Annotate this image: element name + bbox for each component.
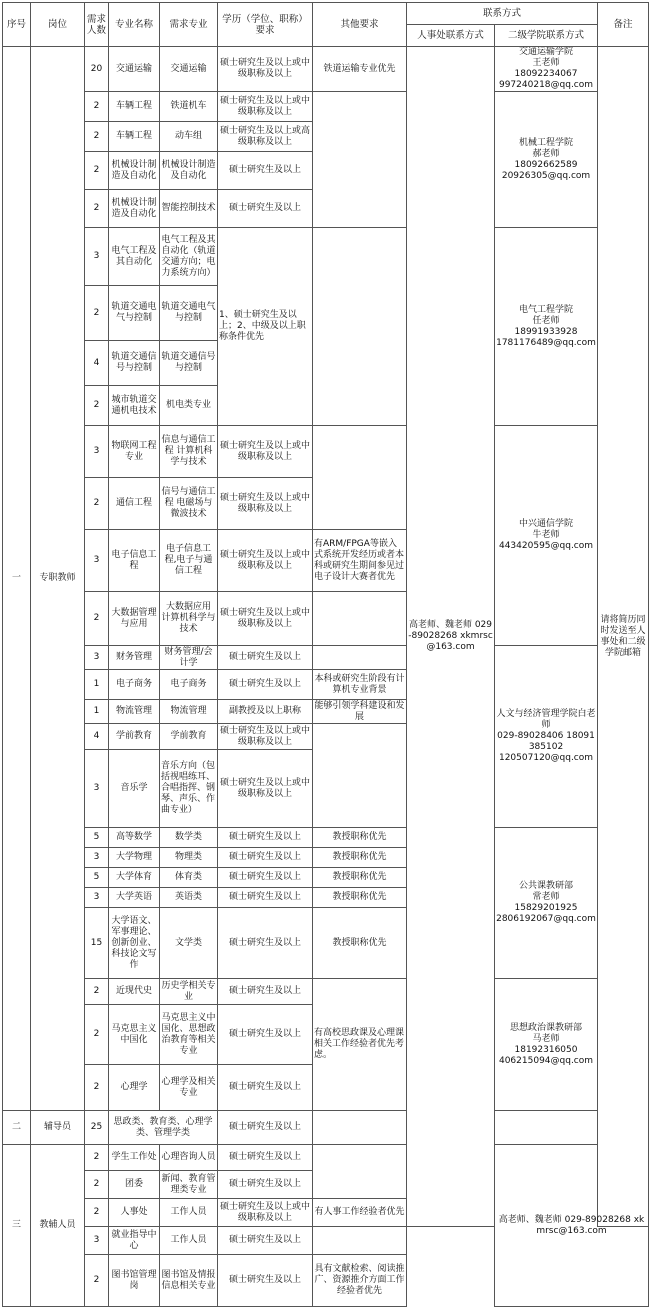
cell-other-empty [313, 1227, 407, 1255]
college-contact [495, 979, 598, 1111]
cell-req: 信息与通信工程 计算机科学与技术 [160, 426, 218, 478]
cell-count: 3 [85, 646, 109, 670]
cell-other-empty [313, 1145, 407, 1199]
cell-req: 心理咨询人员 [160, 1145, 218, 1171]
college-name: 人文与经济管理学院白老师 [496, 709, 596, 730]
cell-req: 铁道机车 [160, 92, 218, 122]
cell-major: 机械设计制造及自动化 [109, 152, 160, 190]
cell-edu: 硕士研究生及以上或中级职称及以上 [218, 92, 313, 122]
cell-edu: 硕士研究生及以上 [218, 1065, 313, 1111]
cell-req: 数学类 [160, 828, 218, 848]
college-email: 997240218@qq.com [498, 80, 594, 90]
college-contact [495, 47, 598, 92]
cell-other-empty [313, 592, 407, 646]
hr-contact-3: 高老师、魏老师 029-89028268 xkmrsc@163.com [495, 1145, 649, 1307]
cell-major: 物流管理 [109, 700, 160, 724]
college-contact [495, 92, 598, 228]
cell-major: 大数据管理与应用 [109, 592, 160, 646]
cell-count: 2 [85, 1199, 109, 1227]
cell-edu: 硕士研究生及以上或中级职称及以上 [218, 426, 313, 478]
cell-other: 教授职称优先 [313, 848, 407, 868]
college-email: 20926305@qq.com [501, 170, 591, 181]
cell-count: 25 [85, 1111, 109, 1145]
cell-count: 2 [85, 92, 109, 122]
cell-edu: 硕士研究生及以上 [218, 152, 313, 190]
college-contact [495, 646, 598, 828]
cell-major: 轨道交通电气与控制 [109, 286, 160, 341]
cell-edu: 硕士研究生及以上 [218, 1111, 313, 1145]
header-hr-contact: 人事处联系方式 [407, 25, 495, 47]
cell-req: 心理学及相关专业 [160, 1065, 218, 1111]
cell-major: 车辆工程 [109, 122, 160, 152]
cell-major: 心理学 [109, 1065, 160, 1111]
cell-edu: 硕士研究生及以上 [218, 1227, 313, 1255]
cell-major: 通信工程 [109, 478, 160, 530]
header-req-major: 需求专业 [160, 3, 218, 47]
cell-req: 工作人员 [160, 1199, 218, 1227]
group-no: 三 [3, 1145, 31, 1307]
college-name: 机械工程学院 [519, 137, 574, 148]
cell-other-empty [313, 92, 407, 228]
cell-req: 机械设计制造及自动化 [160, 152, 218, 190]
cell-count: 3 [85, 228, 109, 286]
cell-req: 物理类 [160, 848, 218, 868]
group-post: 教辅人员 [31, 1145, 85, 1307]
cell-major: 近现代史 [109, 979, 160, 1005]
cell-count: 2 [85, 1005, 109, 1065]
cell-edu: 硕士研究生及以上或中级职称及以上 [218, 1199, 313, 1227]
cell-req: 电子商务 [160, 670, 218, 700]
cell-count: 2 [85, 386, 109, 426]
college-contact [495, 228, 598, 426]
cell-count: 3 [85, 530, 109, 592]
cell-major: 高等数学 [109, 828, 160, 848]
group-no: 一 [3, 47, 31, 1111]
cell-req: 轨道交通电气与控制 [160, 286, 218, 341]
college-name: 公共课教研部 [519, 881, 574, 891]
group-no: 二 [3, 1111, 31, 1145]
college-name: 电气工程学院 [519, 304, 574, 315]
cell-other: 有ARM/FPGA等嵌入式系统开发经历或者本科或研究生期间参见过电子设计大赛者优先 [313, 530, 407, 592]
cell-edu: 硕士研究生及以上或中级职称及以上 [218, 592, 313, 646]
college-contact-empty [495, 1111, 598, 1145]
cell-other-empty [313, 646, 407, 670]
cell-edu: 硕士研究生及以上 [218, 908, 313, 979]
cell-req: 信号与通信工程 电磁场与微波技术 [160, 478, 218, 530]
cell-edu: 硕士研究生及以上 [218, 1255, 313, 1307]
cell-count: 2 [85, 1255, 109, 1307]
cell-major: 就业指导中心 [109, 1227, 160, 1255]
cell-req: 物流管理 [160, 700, 218, 724]
cell-req: 新闻、教育管理类专业 [160, 1171, 218, 1199]
cell-other-empty [313, 1111, 407, 1145]
cell-other: 教授职称优先 [313, 908, 407, 979]
college-contact [495, 828, 598, 979]
cell-req: 财务管理/会计学 [160, 646, 218, 670]
cell-major: 电气工程及其自动化 [109, 228, 160, 286]
cell-edu: 硕士研究生及以上 [218, 888, 313, 908]
cell-req: 体育类 [160, 868, 218, 888]
remark-1: 请将简历同时发送至人事处和二级学院邮箱 [598, 47, 649, 1227]
cell-other: 能够引领学科建设和发展 [314, 700, 405, 722]
cell-major: 车辆工程 [109, 92, 160, 122]
college-teacher: 牛老师 [532, 530, 560, 540]
cell-req: 音乐方向（包括视唱练耳、合唱指挥、钢琴、声乐、作曲专业） [160, 750, 218, 828]
cell-edu: 硕士研究生及以上或中级职称及以上 [218, 47, 313, 92]
header-college-contact: 二级学院联系方式 [495, 25, 598, 47]
cell-major: 图书馆管理岗 [109, 1255, 160, 1307]
cell-major: 大学物理 [109, 848, 160, 868]
hr-contact-1: 高老师、魏老师 029-89028268 xkmrsc@163.com [407, 47, 495, 1227]
cell-req: 动车组 [160, 122, 218, 152]
cell-count: 2 [85, 478, 109, 530]
recruitment-table [2, 2, 649, 1307]
cell-count: 4 [85, 724, 109, 750]
cell-count: 2 [85, 152, 109, 190]
cell-count: 1 [85, 670, 109, 700]
college-email: 443420595@qq.com [498, 541, 594, 551]
header-post: 岗位 [31, 3, 85, 47]
college-email: 406215094@qq.com [498, 1055, 594, 1066]
cell-other-empty [313, 228, 407, 426]
cell-count: 4 [85, 341, 109, 386]
college-teacher: 郝老师 [532, 148, 560, 159]
cell-major: 财务管理 [109, 646, 160, 670]
cell-req: 电子信息工程,电子与通信工程 [160, 530, 218, 592]
cell-count: 2 [85, 592, 109, 646]
cell-major: 大学语文、军事理论、创新创业、科技论文写作 [109, 908, 160, 979]
cell-count: 2 [85, 1145, 109, 1171]
cell-major: 人事处 [109, 1199, 160, 1227]
cell-major: 大学体育 [109, 868, 160, 888]
cell-major: 学生工作处 [109, 1145, 160, 1171]
college-email: 120507120@qq.com [498, 753, 594, 763]
cell-edu: 硕士研究生及以上或中级职称及以上 [218, 724, 313, 750]
cell-req: 文学类 [160, 908, 218, 979]
cell-count: 3 [85, 426, 109, 478]
cell-count: 2 [85, 979, 109, 1005]
cell-count: 20 [85, 47, 109, 92]
cell-count: 5 [85, 868, 109, 888]
college-phone: 029-89028406 18091385102 [497, 731, 595, 752]
cell-count: 3 [85, 750, 109, 828]
cell-other: 教授职称优先 [313, 868, 407, 888]
cell-count: 1 [85, 700, 109, 724]
cell-other-empty [313, 426, 407, 530]
cell-edu: 硕士研究生及以上 [218, 190, 313, 228]
header-other: 其他要求 [313, 3, 407, 47]
cell-edu: 硕士研究生及以上 [218, 979, 313, 1005]
header-remark: 备注 [598, 3, 649, 47]
header-edu: 学历（学位、职称）要求 [218, 3, 313, 47]
cell-other: 教授职称优先 [313, 828, 407, 848]
college-email: 1781176489@qq.com [496, 337, 596, 348]
cell-req: 轨道交通信号与控制 [160, 341, 218, 386]
college-phone: 18991933928 [514, 326, 578, 337]
cell-major: 电子商务 [109, 670, 160, 700]
college-phone: 18092234067 [514, 69, 578, 79]
cell-edu: 硕士研究生及以上 [218, 1171, 313, 1199]
cell-req: 英语类 [160, 888, 218, 908]
cell-count: 3 [85, 888, 109, 908]
college-teacher: 王老师 [532, 58, 560, 68]
cell-other: 教授职称优先 [313, 888, 407, 908]
header-major: 专业名称 [109, 3, 160, 47]
cell-edu: 硕士研究生及以上或中级职称及以上 [218, 478, 313, 530]
cell-count: 2 [85, 286, 109, 341]
cell-edu: 硕士研究生及以上或中级职称及以上 [218, 530, 313, 592]
cell-req: 历史学相关专业 [160, 979, 218, 1005]
cell-req: 学前教育 [160, 724, 218, 750]
cell-count: 2 [85, 122, 109, 152]
cell-other: 具有文献检索、阅读推广、资源推介方面工作经验者优先 [313, 1255, 407, 1307]
cell-req: 图书馆及情报信息相关专业 [160, 1255, 218, 1307]
cell-major: 学前教育 [109, 724, 160, 750]
cell-count: 15 [85, 908, 109, 979]
cell-edu: 硕士研究生及以上 [218, 646, 313, 670]
college-name: 思想政治课教研部 [510, 1022, 583, 1033]
cell-count: 2 [85, 1065, 109, 1111]
cell-major: 团委 [109, 1171, 160, 1199]
cell-req: 交通运输 [160, 47, 218, 92]
college-name: 交通运输学院 [519, 47, 574, 57]
cell-edu: 硕士研究生及以上或中级职称及以上 [218, 750, 313, 828]
cell-edu: 硕士研究生及以上 [218, 868, 313, 888]
header-count: 需求人数 [85, 3, 109, 47]
cell-other: 本科或研究生阶段有计算机专业背景 [313, 670, 407, 700]
cell-edu: 硕士研究生及以上 [218, 828, 313, 848]
cell-edu: 硕士研究生及以上 [218, 670, 313, 700]
cell-major: 物联网工程专业 [109, 426, 160, 478]
cell-other: 有人事工作经验者优先 [313, 1199, 407, 1227]
cell-major: 交通运输 [109, 47, 160, 92]
cell-req: 大数据应用 计算机科学与技术 [160, 592, 218, 646]
college-phone: 15829201925 [514, 903, 578, 913]
group-post: 专职教师 [31, 47, 85, 1111]
cell-req: 工作人员 [160, 1227, 218, 1255]
cell-req: 智能控制技术 [160, 190, 218, 228]
cell-major: 马克思主义中国化 [109, 1005, 160, 1065]
group-post: 辅导员 [31, 1111, 85, 1145]
cell-other-merged: 有高校思政课及心理课相关工作经验者优先考虑。 [313, 979, 407, 1111]
college-teacher: 任老师 [532, 315, 560, 326]
cell-req: 马克思主义中国化、思想政治教育等相关专业 [160, 1005, 218, 1065]
college-contact [495, 426, 598, 646]
cell-count: 5 [85, 828, 109, 848]
college-teacher: 马老师 [532, 1033, 560, 1044]
cell-major: 机械设计制造及自动化 [109, 190, 160, 228]
cell-req: 机电类专业 [160, 386, 218, 426]
cell-major: 电子信息工程 [109, 530, 160, 592]
cell-req: 电气工程及其自动化（轨道交通方向；电力系统方向） [160, 228, 218, 286]
cell-edu: 硕士研究生及以上或高级职称及以上 [218, 122, 313, 152]
college-phone: 18092662589 [514, 159, 578, 170]
header-no: 序号 [3, 3, 31, 47]
cell-count: 3 [85, 1227, 109, 1255]
cell-count: 2 [85, 190, 109, 228]
cell-edu: 硕士研究生及以上 [218, 1145, 313, 1171]
cell-count: 3 [85, 848, 109, 868]
cell-other: 铁道运输专业优先 [313, 47, 407, 92]
college-phone: 18192316050 [514, 1044, 578, 1055]
cell-edu-merged: 1、硕士研究生及以上；2、中级及以上职称条件优先 [218, 228, 313, 426]
college-email: 2806192067@qq.com [496, 914, 596, 924]
cell-major: 城市轨道交通机电技术 [109, 386, 160, 426]
cell-req: 思政类、教育类、心理学类、管理学类 [109, 1111, 218, 1145]
cell-major: 音乐学 [109, 750, 160, 828]
cell-other-empty [313, 724, 407, 828]
header-contact: 联系方式 [407, 3, 598, 25]
college-teacher: 常老师 [532, 892, 560, 902]
cell-edu: 硕士研究生及以上 [218, 1005, 313, 1065]
cell-major: 大学英语 [109, 888, 160, 908]
cell-edu: 硕士研究生及以上 [218, 848, 313, 868]
cell-count: 2 [85, 1171, 109, 1199]
cell-major: 轨道交通信号与控制 [109, 341, 160, 386]
college-name: 中兴通信学院 [519, 519, 574, 529]
cell-edu: 副教授及以上职称 [218, 700, 313, 724]
